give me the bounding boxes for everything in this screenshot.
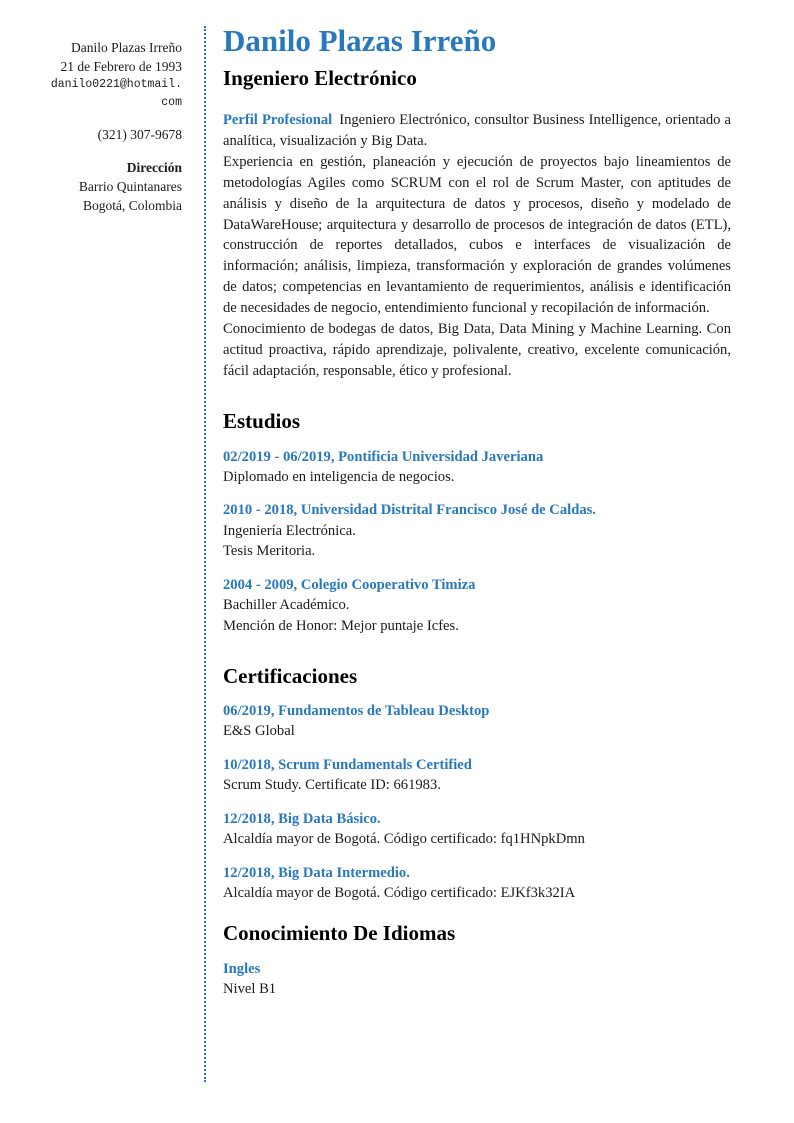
section-title-estudios: Estudios	[223, 409, 301, 434]
entry-heading: 12/2018, Big Data Intermedio.	[223, 864, 410, 881]
entry-detail: Alcaldía mayor de Bogotá. Código certificado: EJKf3k32IA	[223, 885, 576, 902]
education-entry	[223, 500, 731, 561]
profile-label: Perfil Profesional	[223, 112, 333, 129]
profile-paragraph-3: Conocimiento de bodegas de datos, Big Data, Data Mining y Machine Learning. Con actitud proactiva, rápido aprendizaje, polivalente, creativo, excelente comunicación, fácil adaptación, responsable, ético y profesional.	[223, 320, 731, 379]
entry-detail: E&S Global	[223, 723, 295, 740]
entry-detail: Tesis Meritoria.	[223, 543, 316, 560]
entry-heading: 10/2018, Scrum Fundamentals Certified	[223, 756, 472, 773]
section-estudios	[223, 409, 731, 636]
profile-paragraph-2: Experiencia en gestión, planeación y ejecución de proyectos bajo lineamientos de metodologías Agiles como SCRUM con el rol de Scrum Master, con aptitudes de análisis y diseño de la arquitectura de datos y procesos, diseño y modelado de DataWareHouse; arquitectura y desarrollo de procesos de integración de datos (ETL), construcción de reportes detallados, cubos e interfaces de visualización de información; análisis, limpieza, transformación y exploración de grandes volúmenes de datos; competencias en levantamiento de requerimientos, análisis e identificación de necesidades de negocio, entendimiento funcional y recopilación de información.	[223, 153, 731, 316]
entry-detail: Ingeniería Electrónica.	[223, 522, 356, 539]
job-title: Ingeniero Electrónico	[223, 66, 417, 91]
entry-detail: Scrum Study. Certificate ID: 661983.	[223, 777, 441, 794]
certification-entry	[223, 809, 731, 850]
entry-heading: 12/2018, Big Data Básico.	[223, 810, 381, 827]
contact-email-line1: danilo0221@hotmail.	[50, 78, 182, 92]
entry-detail: Bachiller Académico.	[223, 597, 350, 614]
section-idiomas	[223, 921, 731, 999]
entry-heading: 2004 - 2009, Colegio Cooperativo Timiza	[223, 576, 476, 593]
education-entry	[223, 447, 731, 488]
certification-entry	[223, 755, 731, 796]
section-title-certificaciones: Certificaciones	[223, 663, 358, 688]
section-certificaciones	[223, 664, 731, 904]
contact-phone: (321) 307-9678	[97, 126, 182, 142]
profile-paragraph-1	[223, 110, 731, 152]
address-label: Dirección	[126, 159, 182, 175]
entry-heading: 2010 - 2018, Universidad Distrital Francisco José de Caldas.	[223, 502, 596, 519]
certification-entry	[223, 701, 731, 742]
entry-heading: Ingles	[223, 960, 261, 977]
address-line1: Barrio Quintanares	[78, 179, 182, 195]
entry-detail: Mención de Honor: Mejor puntaje Icfes.	[223, 617, 459, 634]
contact-sidebar	[0, 38, 182, 215]
page-title: Danilo Plazas Irreño	[223, 23, 497, 58]
section-title-idiomas: Conocimiento De Idiomas	[223, 921, 456, 946]
profile-text-1: Ingeniero Electrónico, consultor Business Intelligence, orientado a analítica, visualización y Big Data.	[223, 112, 732, 150]
education-entry	[223, 575, 731, 636]
entry-heading: 06/2019, Fundamentos de Tableau Desktop	[223, 703, 490, 720]
contact-name: Danilo Plazas Irreño	[71, 40, 182, 55]
address-line2: Bogotá, Colombia	[83, 198, 182, 214]
profile-section	[223, 110, 731, 381]
dotted-divider	[204, 26, 206, 1082]
language-entry	[223, 959, 731, 1000]
entry-detail: Alcaldía mayor de Bogotá. Código certificado: fq1HNpkDmn	[223, 831, 585, 848]
entry-heading: 02/2019 - 06/2019, Pontificia Universidad Javeriana	[223, 448, 544, 465]
entry-detail: Nivel B1	[223, 981, 277, 997]
entry-detail: Diplomado en inteligencia de negocios.	[223, 468, 455, 485]
contact-email-line2: com	[161, 95, 182, 109]
contact-birthdate: 21 de Febrero de 1993	[60, 59, 182, 75]
cv-main	[223, 24, 731, 999]
certification-entry	[223, 863, 731, 904]
